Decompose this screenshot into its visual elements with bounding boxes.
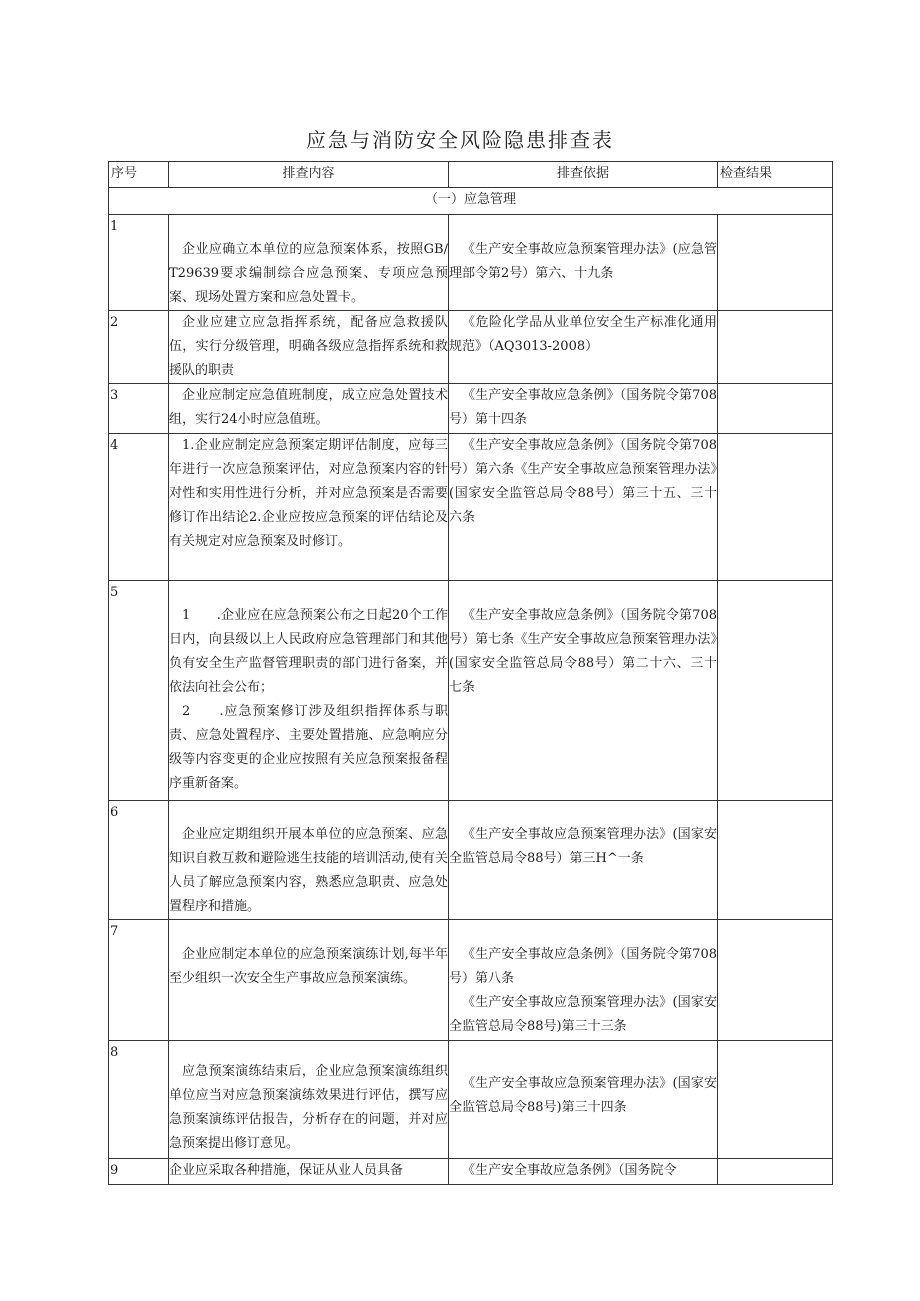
content-paragraph: 企业应采取各种措施，保证从业人员具备 xyxy=(169,1163,404,1178)
header-no: 序号 xyxy=(109,162,169,188)
content-paragraph: 2 .应急预案修订涉及组织指挥体系与职责、应急处置程序、主要处置措施、应急响应分级等内容变更的企业应按照有关应急预案报备程序重新备案。 xyxy=(169,704,448,791)
content-paragraph: 企业应制定应急值班制度，成立应急处置技术组，实行24小时应急值班。 xyxy=(169,388,448,427)
content-paragraph: 企业应定期组织开展本单位的应急预案、应急知识自救互救和避险逃生技能的培训活动,使有关人员了解应急预案内容，熟悉应急职责、应急处置程序和措施。 xyxy=(169,827,448,914)
table-row xyxy=(109,1041,833,1159)
table-row xyxy=(109,434,833,581)
content-paragraph: 企业应制定本单位的应急预案演练计划,每半年至少组织一次安全生产事故应急预案演练。 xyxy=(169,947,448,986)
row-result xyxy=(718,1041,833,1159)
row-number: 8 xyxy=(109,1041,169,1159)
row-basis xyxy=(449,920,718,1041)
row-content xyxy=(169,1159,449,1185)
content-paragraph: 1.企业应制定应急预案定期评估制度，应每三年进行一次应急预案评估，对应急预案内容的针对性和实用性进行分析，并对应急预案是否需要修订作出结论2.企业应按应急预案的评估结论及有关规定对应急预案及时修订。 xyxy=(169,438,448,549)
basis-paragraph: 《生产安全事故应急预案管理办法》(国家安全监管总局令88号）第三H^一条 xyxy=(449,827,717,866)
row-content xyxy=(169,920,449,1041)
header-basis: 排查依据 xyxy=(449,162,718,188)
header-result: 检查结果 xyxy=(718,162,833,188)
row-result xyxy=(718,801,833,920)
row-content xyxy=(169,311,449,384)
table-row xyxy=(109,1159,833,1185)
row-result xyxy=(718,311,833,384)
basis-paragraph: 《生产安全事故应急预案管理办法》(国家安全监管总局令88号)第三十三条 xyxy=(449,995,717,1034)
row-basis xyxy=(449,384,718,434)
table-row xyxy=(109,801,833,920)
row-content xyxy=(169,384,449,434)
section-row xyxy=(109,188,833,215)
row-basis xyxy=(449,434,718,581)
row-result xyxy=(718,434,833,581)
table-row xyxy=(109,920,833,1041)
row-content xyxy=(169,1041,449,1159)
row-result xyxy=(718,581,833,801)
basis-paragraph: 《生产安全事故应急预案管理办法》(应急管理部令第2号）第六、十九条 xyxy=(449,242,717,281)
row-content xyxy=(169,215,449,311)
row-basis xyxy=(449,801,718,920)
basis-paragraph: 《生产安全事故应急条例》（国务院令第708号）第七条《生产安全事故应急预案管理办法》(国家安全监管总局令88号）第二十六、三十七条 xyxy=(449,608,717,695)
table-row xyxy=(109,311,833,384)
row-content xyxy=(169,581,449,801)
row-result xyxy=(718,920,833,1041)
table-row xyxy=(109,384,833,434)
row-basis xyxy=(449,215,718,311)
content-paragraph: 1 .企业应在应急预案公布之日起20个工作日内，向县级以上人民政府应急管理部门和其他负有安全生产监督管理职责的部门进行备案，并依法向社会公布； xyxy=(169,608,448,695)
row-content xyxy=(169,801,449,920)
row-number: 2 xyxy=(109,311,169,384)
table-header-row xyxy=(109,162,833,188)
content-paragraph: 企业应确立本单位的应急预案体系，按照GB/T29639要求编制综合应急预案、专项应急预案、现场处置方案和应急处置卡。 xyxy=(169,242,448,305)
row-basis xyxy=(449,581,718,801)
page-title: 应急与消防安全风险隐患排查表 xyxy=(306,128,614,152)
row-number: 4 xyxy=(109,434,169,581)
row-basis xyxy=(449,1159,718,1185)
row-content xyxy=(169,434,449,581)
row-basis xyxy=(449,1041,718,1159)
row-result xyxy=(718,384,833,434)
row-result xyxy=(718,215,833,311)
basis-paragraph: 《生产安全事故应急条例》（国务院令第708号）第六条《生产安全事故应急预案管理办法》(国家安全监管总局令88号）第三十五、三十六条 xyxy=(449,438,717,525)
basis-paragraph: 《生产安全事故应急预案管理办法》(国家安全监管总局令88号)第三十四条 xyxy=(449,1076,717,1115)
basis-paragraph: 《危险化学品从业单位安全生产标准化通用规范》（AQ3013-2008） xyxy=(449,315,717,354)
content-paragraph: 企业应建立应急指挥系统，配备应急救援队伍，实行分级管理，明确各级应急指挥系统和救援队的职责 xyxy=(169,315,448,378)
hazard-checklist-table xyxy=(108,161,833,1185)
table-row xyxy=(109,215,833,311)
basis-paragraph: 《生产安全事故应急条例》（国务院令 xyxy=(462,1163,677,1178)
row-number: 9 xyxy=(109,1159,169,1185)
basis-paragraph: 《生产安全事故应急条例》（国务院令第708号）第八条 xyxy=(449,947,717,986)
row-number: 3 xyxy=(109,384,169,434)
row-result xyxy=(718,1159,833,1185)
table-row xyxy=(109,581,833,801)
header-content: 排查内容 xyxy=(169,162,449,188)
content-paragraph: 应急预案演练结束后，企业应急预案演练组织单位应当对应急预案演练效果进行评估，撰写应急预案演练评估报告，分析存在的问题，并对应急预案提出修订意见。 xyxy=(169,1064,448,1151)
row-number: 5 xyxy=(109,581,169,801)
row-basis xyxy=(449,311,718,384)
section-title: （一）应急管理 xyxy=(109,188,833,215)
row-number: 6 xyxy=(109,801,169,920)
row-number: 7 xyxy=(109,920,169,1041)
row-number: 1 xyxy=(109,215,169,311)
basis-paragraph: 《生产安全事故应急条例》（国务院令第708号）第十四条 xyxy=(449,388,717,427)
